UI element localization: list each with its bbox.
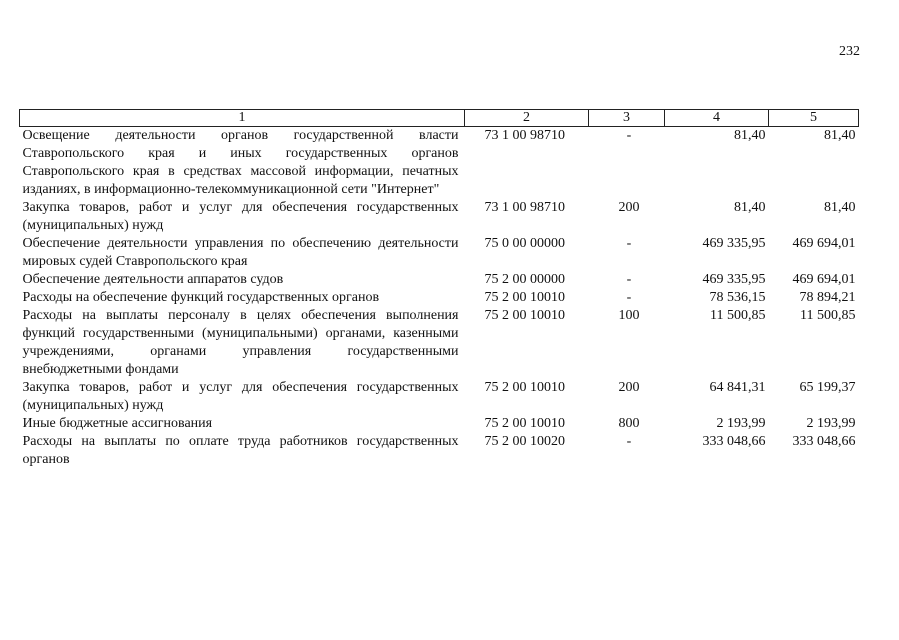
row-name: Обеспечение деятельности управления по обеспечению деятельности мировых судей Ставропольского края [22,236,459,269]
row-name: Расходы на выплаты по оплате труда работников государственных органов [22,434,459,467]
row-amount-1: 333 048,66 [702,434,766,449]
column-header: 4 [665,110,769,127]
row-amount-1: 64 841,31 [709,380,766,395]
row-code: 75 2 00 10010 [484,380,565,395]
table-row [20,127,859,200]
row-amount-1: 2 193,99 [716,416,766,431]
table-row [20,307,859,379]
row-amount-1: 81,40 [734,200,766,215]
row-name: Расходы на выплаты персоналу в целях обеспечения выполнения функций государственными (муниципальными) органами, казенными учреждениями, органами управления государственными внебюджетными фондами [22,308,459,377]
row-name: Закупка товаров, работ и услуг для обеспечения государственных (муниципальных) нужд [22,380,459,413]
row-expense-type: 800 [618,416,640,431]
table-row [20,289,859,307]
row-expense-type: 200 [618,200,640,215]
column-header: 1 [20,110,465,127]
row-expense-type: - [626,272,632,287]
table-row [20,379,859,415]
header-row [20,110,859,127]
row-expense-type: 200 [618,380,640,395]
table-row [20,235,859,271]
row-code: 75 2 00 10010 [484,416,565,431]
table-body [20,127,859,470]
row-amount-2: 81,40 [824,128,856,143]
row-amount-1: 469 335,95 [702,272,766,287]
row-amount-2: 81,40 [824,200,856,215]
row-amount-1: 78 536,15 [709,290,766,305]
table-row [20,415,859,433]
table-row [20,199,859,235]
row-amount-1: 469 335,95 [702,236,766,251]
page-number: 232 [839,44,860,59]
row-name: Иные бюджетные ассигнования [22,416,213,431]
row-expense-type: - [626,434,632,449]
row-amount-2: 469 694,01 [792,236,856,251]
table-row [20,433,859,469]
table-header [20,110,859,127]
column-header: 2 [465,110,589,127]
row-expense-type: 100 [618,308,640,323]
row-name: Расходы на обеспечение функций государственных органов [22,290,380,305]
row-amount-2: 78 894,21 [799,290,856,305]
row-code: 75 0 00 00000 [484,236,565,251]
row-code: 73 1 00 98710 [484,128,565,143]
row-amount-2: 469 694,01 [792,272,856,287]
table-row [20,271,859,289]
row-code: 75 2 00 10010 [484,290,565,305]
column-header: 5 [769,110,859,127]
row-name: Обеспечение деятельности аппаратов судов [22,272,284,287]
row-amount-2: 2 193,99 [806,416,856,431]
row-amount-2: 11 500,85 [800,308,856,323]
row-amount-1: 81,40 [734,128,766,143]
row-name: Освещение деятельности органов государственной власти Ставропольского края и иных государственных органов Ставропольского края в средствах массовой информации, печатных изданиях, в информационно-телекоммуникационной сети "Интернет" [22,128,459,197]
row-amount-2: 65 199,37 [799,380,856,395]
row-expense-type: - [626,236,632,251]
row-name: Закупка товаров, работ и услуг для обеспечения государственных (муниципальных) нужд [22,200,459,233]
row-amount-2: 333 048,66 [792,434,856,449]
row-code: 75 2 00 10010 [484,308,565,323]
row-expense-type: - [626,128,632,143]
budget-table [19,109,859,469]
column-header: 3 [589,110,665,127]
row-amount-1: 11 500,85 [710,308,766,323]
row-expense-type: - [626,290,632,305]
row-code: 75 2 00 10020 [484,434,565,449]
row-code: 75 2 00 00000 [484,272,565,287]
row-code: 73 1 00 98710 [484,200,565,215]
